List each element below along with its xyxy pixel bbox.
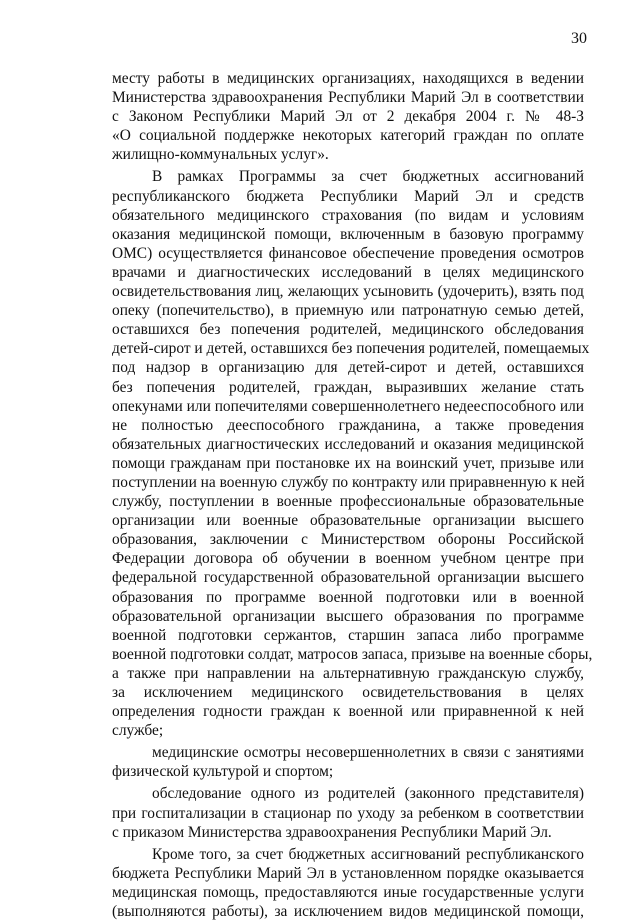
text-line: образования, заключении с Министерством обороны Российской bbox=[112, 531, 584, 549]
text-line: медицинская помощь, предоставляются иные государственные услуги bbox=[112, 883, 584, 901]
text-line: жилищно-коммунальных услуг». bbox=[112, 146, 329, 164]
text-line: без попечения родителей, граждан, выразивших желание стать bbox=[112, 378, 584, 396]
text-line: «О социальной поддержке некоторых категорий граждан по оплате bbox=[112, 127, 584, 145]
document-body bbox=[112, 69, 593, 921]
text-line: ОМС) осуществляется финансовое обеспечение проведения осмотров bbox=[112, 244, 584, 262]
text-line: образовательной организации высшего образования по программе bbox=[112, 607, 584, 625]
text-line: военной подготовки сержантов, старшин запаса либо программе bbox=[112, 626, 584, 644]
text-line: военной подготовки солдат, матросов запаса, призыве на военные сборы, bbox=[112, 645, 593, 663]
text-line: под надзор в организацию для детей-сирот и детей, оставшихся bbox=[112, 359, 584, 377]
text-line: оставшихся без попечения родителей, медицинского обследования bbox=[112, 321, 584, 339]
text-line: (выполняются работы), за исключением видов медицинской помощи, bbox=[112, 903, 584, 921]
text-line: Кроме того, за счет бюджетных ассигнований республиканского bbox=[152, 845, 584, 863]
text-line: республиканского бюджета Республики Марий Эл и средств bbox=[112, 187, 584, 205]
text-line: В рамках Программы за счет бюджетных ассигнований bbox=[152, 168, 584, 186]
text-line: Министерства здравоохранения Республики Марий Эл в соответствии bbox=[112, 89, 584, 107]
text-line: за исключением медицинского освидетельствования в целях bbox=[112, 684, 584, 701]
text-line: обязательного медицинского страхования (по видам и условиям bbox=[112, 206, 584, 224]
text-line: медицинские осмотры несовершеннолетних в связи с занятиями bbox=[152, 744, 584, 762]
text-line: обязательных диагностических исследований и оказания медицинской bbox=[112, 435, 584, 453]
text-line: опекунами или попечителями совершеннолетнего недееспособного или bbox=[112, 397, 584, 415]
text-line: с Законом Республики Марий Эл от 2 декабря 2004 г. № 48-З bbox=[112, 108, 584, 126]
text-line: а также при направлении на альтернативную гражданскую службу, bbox=[112, 664, 584, 682]
text-line: федеральной государственной образовательной организации высшего bbox=[112, 569, 584, 587]
text-line: организации или военные образовательные организации высшего bbox=[112, 512, 584, 530]
text-line: поступлении на военную службу по контракту или приравненную к ней bbox=[112, 473, 585, 491]
text-line: помощи гражданам при постановке их на воинский учет, призыве или bbox=[112, 454, 584, 472]
text-line: детей-сирот и детей, оставшихся без попечения родителей, помещаемых bbox=[112, 340, 590, 358]
text-line: службу, поступлении в военные профессиональные образовательные bbox=[112, 493, 584, 511]
text-line: обследование одного из родителей (законного представителя) bbox=[152, 785, 584, 803]
page-number: 30 bbox=[571, 30, 587, 47]
text-line: физической культурой и спортом; bbox=[112, 763, 334, 781]
text-line: службе; bbox=[112, 722, 164, 740]
text-line: при госпитализации в стационар по уходу за ребенком в соответствии bbox=[112, 804, 584, 822]
text-line: оказания медицинской помощи, включенным в базовую программу bbox=[112, 225, 584, 243]
text-line: Федерации договора об обучении в военном учебном центре при bbox=[112, 550, 584, 568]
text-line: освидетельствования лиц, желающих усыновить (удочерить), взять под bbox=[112, 283, 584, 301]
text-line: врачами и диагностических исследований в целях медицинского bbox=[112, 263, 584, 281]
text-line: месту работы в медицинских организациях, находящихся в ведении bbox=[112, 70, 584, 87]
text-line: опеку (попечительство), в приемную или патронатную семью детей, bbox=[112, 302, 584, 320]
text-line: с приказом Министерства здравоохранения Республики Марий Эл. bbox=[112, 823, 552, 841]
text-line: образования по программе военной подготовки или в военной bbox=[112, 588, 584, 606]
text-line: бюджета Республики Марий Эл в установленном порядке оказывается bbox=[112, 864, 584, 882]
text-line: определения годности граждан к военной или приравненной к ней bbox=[112, 703, 584, 721]
text-line: не полностью дееспособного гражданина, а также проведения bbox=[112, 416, 584, 434]
